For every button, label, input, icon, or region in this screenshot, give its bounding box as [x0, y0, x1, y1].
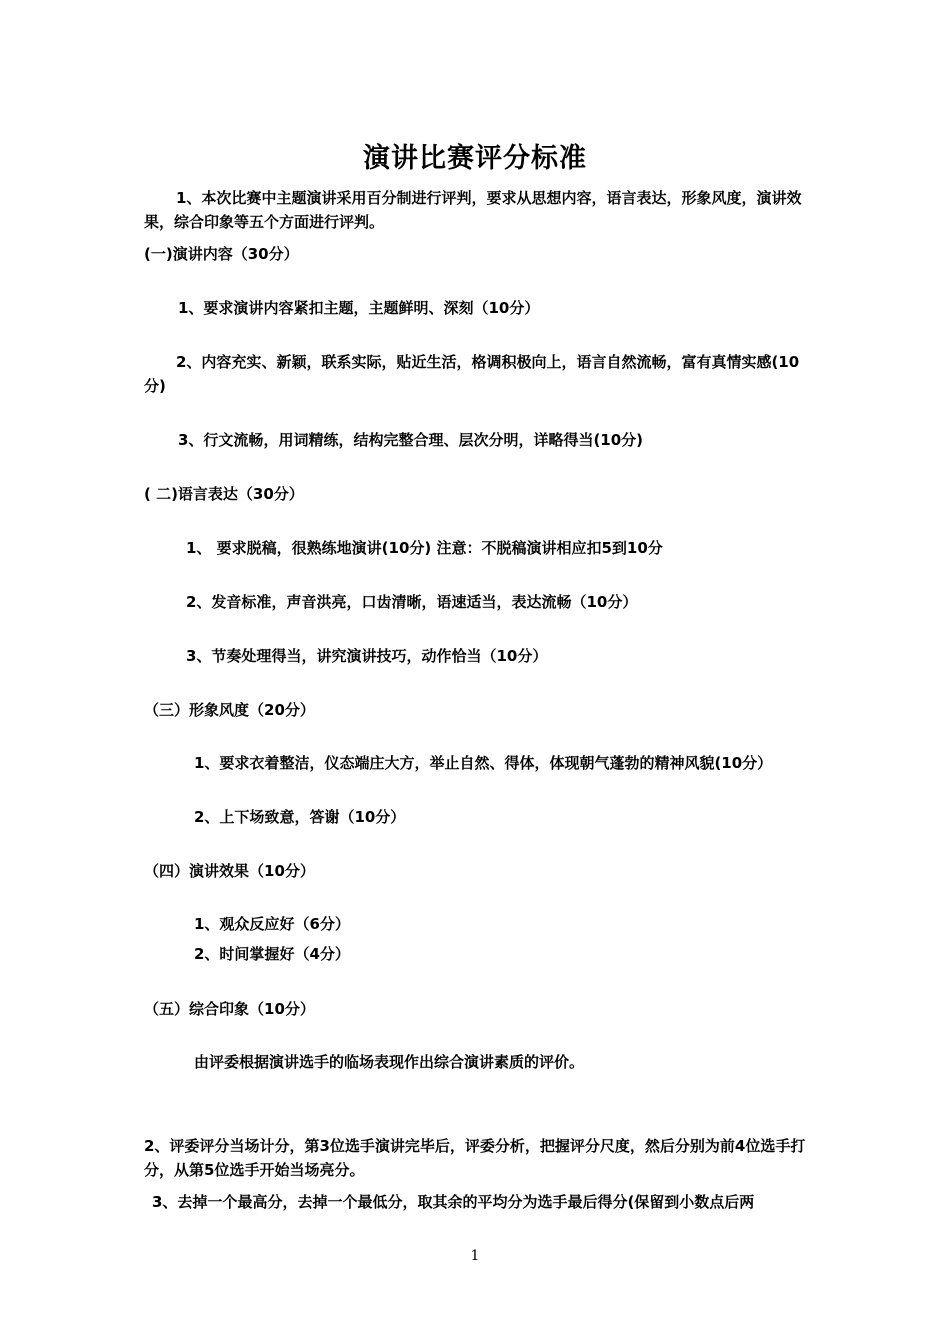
section-item: 2、内容充实、新颖，联系实际，贴近生活，格调积极向上，语言自然流畅，富有真情实感(10分)	[144, 353, 800, 395]
section-item: 3、行文流畅，用词精练，结构完整合理、层次分明，详略得当(10分)	[178, 431, 644, 449]
section-item: 2、上下场致意，答谢（10分）	[194, 808, 406, 826]
section-item: 1、要求衣着整洁，仪态端庄大方，举止自然、得体，体现朝气蓬勃的精神风貌(10分）	[194, 754, 773, 772]
section-heading-language: ( 二)语言表达（30分）	[144, 485, 304, 503]
rule-3-paragraph: 3、去掉一个最高分，去掉一个最低分，取其余的平均分为选手最后得分(保留到小数点后两	[152, 1193, 755, 1211]
document-title: 演讲比赛评分标准	[363, 143, 587, 174]
section-item: 由评委根据演讲选手的临场表现作出综合演讲素质的评价。	[194, 1053, 585, 1071]
section-heading-appearance: （三）形象风度（20分）	[144, 701, 315, 719]
rule-2-paragraph: 2、评委评分当场计分，第3位选手演讲完毕后，评委分析，把握评分尺度，然后分别为前4位选手打分，从第5位选手开始当场亮分。	[144, 1137, 806, 1179]
page-number: 1	[470, 1248, 480, 1264]
intro-paragraph: 1、本次比赛中主题演讲采用百分制进行评判，要求从思想内容，语言表达，形象风度，演讲效果，综合印象等五个方面进行评判。	[144, 189, 802, 231]
section-heading-effect: （四）演讲效果（10分）	[144, 862, 315, 880]
section-item: 2、时间掌握好（4分）	[194, 945, 350, 963]
section-item: 1、 要求脱稿，很熟练地演讲(10分) 注意：不脱稿演讲相应扣5到10分	[186, 539, 663, 557]
section-heading-content: (一)演讲内容（30分）	[144, 245, 299, 263]
section-heading-impression: （五）综合印象（10分）	[144, 1000, 315, 1018]
section-item: 1、要求演讲内容紧扣主题，主题鲜明、深刻（10分）	[178, 299, 540, 317]
section-item: 1、观众反应好（6分）	[194, 915, 350, 933]
section-item: 2、发音标准，声音洪亮，口齿清晰，语速适当，表达流畅（10分）	[186, 593, 638, 611]
section-item: 3、节奏处理得当，讲究演讲技巧，动作恰当（10分）	[186, 647, 548, 665]
